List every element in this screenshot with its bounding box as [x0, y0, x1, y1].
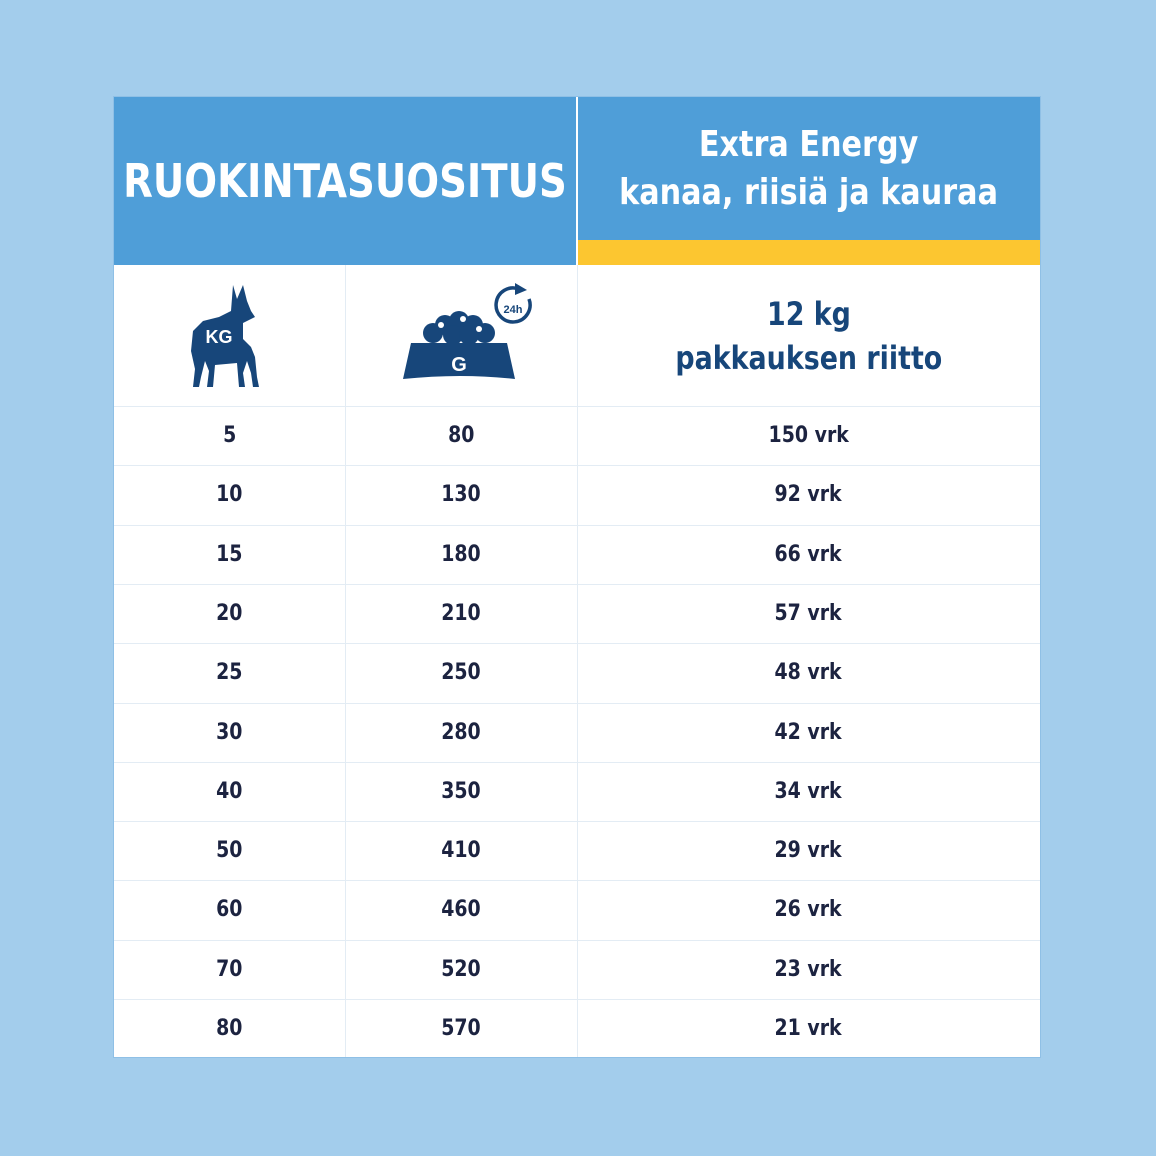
- column-divider: [577, 265, 578, 1057]
- duration-cell-text: 57 vrk: [774, 601, 843, 626]
- grams-cell-text: 350: [441, 779, 481, 804]
- weight-cell: [114, 465, 345, 524]
- duration-cell-text: 92 vrk: [774, 482, 843, 507]
- grams-cell-text: 280: [441, 720, 481, 745]
- duration-cell-text: 29 vrk: [774, 838, 843, 863]
- grams-cell: [345, 643, 577, 702]
- duration-cell-text: 66 vrk: [774, 542, 843, 567]
- duration-cell-text: 150 vrk: [768, 423, 849, 448]
- refresh-24h-icon: [496, 283, 530, 322]
- product-name-line2: kanaa, riisiä ja kauraa: [619, 171, 999, 213]
- product-name-line1: Extra Energy: [699, 123, 919, 165]
- table-title: RUOKINTASUOSITUS: [123, 154, 567, 208]
- weight-cell-text: 20: [216, 601, 243, 626]
- grams-cell: [345, 703, 577, 762]
- weight-cell: [114, 880, 345, 939]
- duration-cell-text: 26 vrk: [774, 897, 843, 922]
- grams-column-header: [345, 265, 577, 406]
- weight-cell: [114, 643, 345, 702]
- grams-cell: [345, 465, 577, 524]
- weight-cell-text: 70: [216, 957, 243, 982]
- grams-cell-text: 410: [441, 838, 481, 863]
- weight-cell-text: 50: [216, 838, 243, 863]
- grams-cell-text: 180: [441, 542, 481, 567]
- duration-cell: [577, 406, 1040, 465]
- grams-cell-text: 570: [441, 1016, 481, 1041]
- weight-cell-text: 5: [222, 423, 237, 448]
- table-header: [114, 97, 1040, 265]
- weight-cell-text: 40: [216, 779, 243, 804]
- weight-cell: [114, 525, 345, 584]
- grams-cell: [345, 880, 577, 939]
- grams-cell: [345, 821, 577, 880]
- duration-cell-text: 42 vrk: [774, 720, 843, 745]
- package-duration-label: pakkauksen riitto: [675, 338, 943, 377]
- accent-stripe: [578, 240, 1040, 265]
- weight-cell: [114, 999, 345, 1058]
- food-bowl-icon: [381, 281, 541, 391]
- grams-cell: [345, 762, 577, 821]
- refresh-icon-label: 24h: [503, 303, 523, 316]
- bowl-icon-label: G: [451, 353, 467, 376]
- grams-cell-text: 210: [441, 601, 481, 626]
- grams-cell-text: 250: [441, 660, 481, 685]
- grams-cell: [345, 999, 577, 1058]
- duration-cell: [577, 999, 1040, 1058]
- grams-cell-text: 80: [447, 423, 475, 448]
- weight-cell: [114, 406, 345, 465]
- duration-cell: [577, 940, 1040, 999]
- package-size: 12 kg: [767, 294, 851, 333]
- weight-cell: [114, 821, 345, 880]
- weight-cell-text: 30: [216, 720, 243, 745]
- weight-column-header: [114, 265, 345, 406]
- grams-cell: [345, 525, 577, 584]
- weight-cell: [114, 584, 345, 643]
- weight-cell: [114, 703, 345, 762]
- grams-cell: [345, 940, 577, 999]
- duration-cell-text: 34 vrk: [774, 779, 843, 804]
- dog-icon-label: KG: [205, 326, 232, 347]
- grams-cell-text: 130: [441, 482, 481, 507]
- feeding-table: [114, 97, 1040, 1057]
- dog-icon: [185, 281, 275, 391]
- weight-cell-text: 15: [216, 542, 243, 567]
- duration-cell: [577, 465, 1040, 524]
- column-divider: [345, 265, 346, 1057]
- duration-cell-text: 23 vrk: [774, 957, 843, 982]
- weight-cell-text: 60: [216, 897, 243, 922]
- weight-cell-text: 10: [216, 482, 243, 507]
- weight-cell: [114, 940, 345, 999]
- product-name: [578, 97, 1040, 240]
- weight-cell: [114, 762, 345, 821]
- duration-cell-text: 48 vrk: [774, 660, 843, 685]
- duration-cell: [577, 762, 1040, 821]
- duration-cell: [577, 703, 1040, 762]
- package-header: [578, 265, 1040, 406]
- duration-cell: [577, 525, 1040, 584]
- duration-cell-text: 21 vrk: [774, 1016, 843, 1041]
- duration-cell: [577, 584, 1040, 643]
- weight-cell-text: 80: [216, 1016, 243, 1041]
- grams-cell-text: 520: [441, 957, 481, 982]
- grams-cell: [345, 584, 577, 643]
- duration-cell: [577, 643, 1040, 702]
- weight-cell-text: 25: [216, 660, 243, 685]
- grams-cell: [345, 406, 577, 465]
- duration-cell: [577, 880, 1040, 939]
- grams-cell-text: 460: [441, 897, 481, 922]
- duration-cell: [577, 821, 1040, 880]
